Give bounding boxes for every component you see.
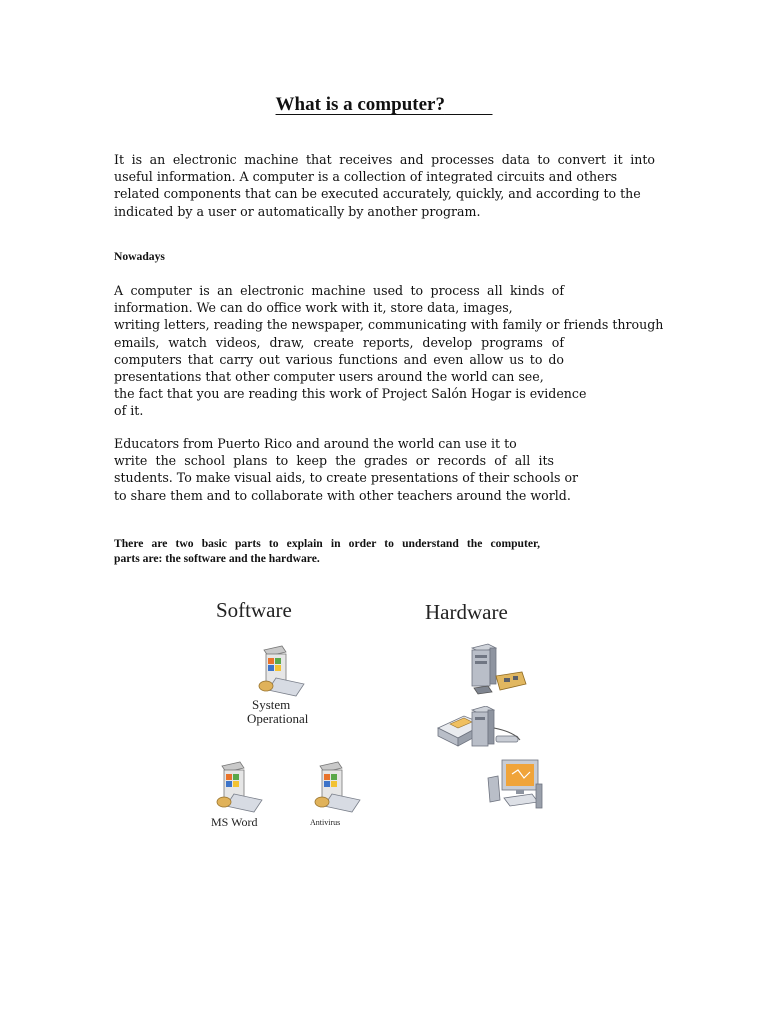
hardware-label: Hardware — [425, 600, 508, 624]
paragraph-educators — [114, 435, 579, 504]
scanner-computer-icon — [434, 706, 528, 758]
paragraph-line: writing letters, reading the newspaper, communicating with family or friends through — [114, 317, 664, 333]
software-package-icon — [256, 644, 308, 700]
paragraph-line: useful information. A computer is a collection of integrated circuits and others — [114, 169, 618, 185]
paragraph-line: related components that can be executed accurately, quickly, and according to the — [114, 186, 641, 202]
paragraph-line: emails, watch videos, draw, create reports, develop programs of — [114, 334, 564, 350]
page-title — [0, 94, 768, 116]
nowadays-heading-text: Nowadays — [114, 250, 165, 263]
paragraph-line: students. To make visual aids, to create presentations of their schools or — [114, 470, 579, 486]
software-label: Software — [216, 598, 292, 622]
system-label: System — [252, 697, 291, 712]
paragraph-line: computers that carry out various functions and even allow us to do — [114, 351, 564, 367]
paragraph-line: to share them and to collaborate with other teachers around the world. — [114, 487, 571, 503]
paragraph-line: It is an electronic machine that receives and processes data to convert it into — [114, 152, 655, 167]
ms-word-package-icon — [214, 760, 266, 816]
antivirus-label: Antivirus — [310, 818, 341, 827]
ms-word-label: MS Word — [211, 815, 258, 829]
paragraph-line: indicated by a user or automatically by another program. — [114, 203, 481, 219]
paragraph-line: write the school plans to keep the grades or records of all its — [114, 453, 554, 469]
paragraph-line: parts are: the software and the hardware. — [114, 552, 320, 565]
paragraph-line: the fact that you are reading this work of Project Salón Hogar is evidence — [114, 386, 587, 402]
computer-tower-icon — [466, 642, 528, 698]
nowadays-heading — [114, 249, 165, 264]
paragraph-nowadays — [114, 282, 664, 420]
page-title-text: What is a computer? — [275, 94, 445, 115]
paragraph-line: Educators from Puerto Rico and around the world can use it to — [114, 436, 517, 451]
paragraph-line: A computer is an electronic machine used to process all kinds of — [114, 283, 564, 298]
paragraph-line: There are two basic parts to explain in order to understand the computer, — [114, 537, 540, 550]
monitor-computer-icon — [484, 756, 546, 812]
paragraph-line: information. We can do office work with it, store data, images, — [114, 300, 513, 316]
operational-label: Operational — [247, 711, 309, 726]
paragraph-line: presentations that other computer users around the world can see, — [114, 369, 544, 385]
paragraph-line: of it. — [114, 403, 144, 419]
antivirus-package-icon — [312, 760, 364, 816]
paragraph-definition — [114, 151, 655, 220]
paragraph-basic-parts — [114, 536, 540, 566]
